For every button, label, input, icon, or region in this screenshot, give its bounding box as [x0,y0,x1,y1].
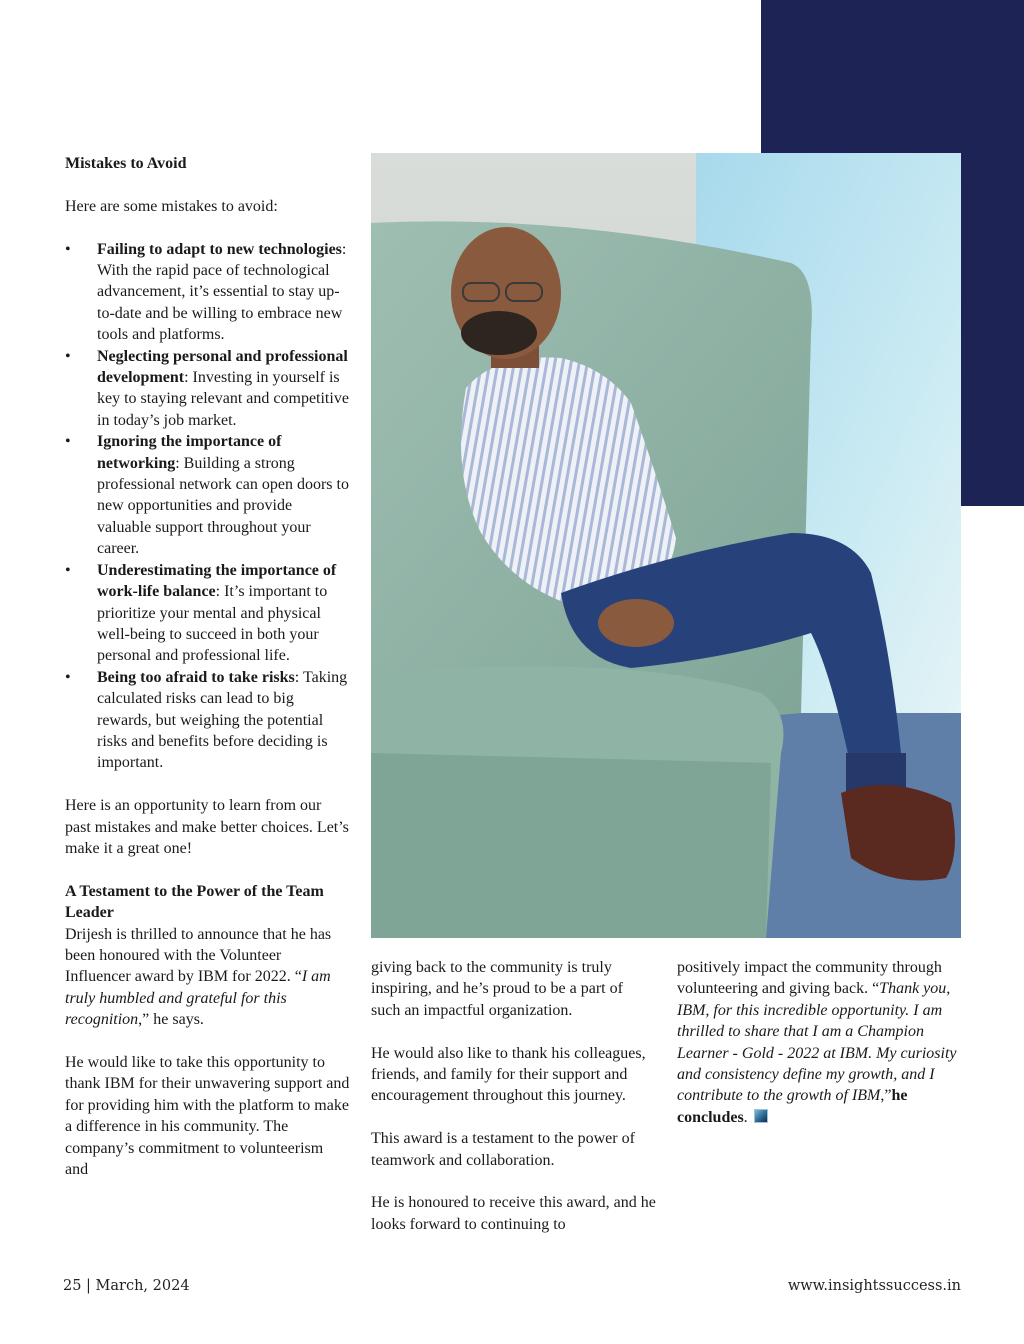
list-item [65,667,350,774]
section-heading-testament: A Testament to the Power of the Team Leader [65,882,324,922]
page-info: 25 | March, 2024 [63,1278,190,1294]
champion-quote: Thank you, IBM, for this incredible opportunity. I am thrilled to share that I am a Champion Learner - Gold - 2022 at IBM. My curiosity and consistency define my growth, and I contribute to the growth of IBM [677,980,957,1105]
item-title: Failing to adapt to new technologies [97,240,342,258]
item-text: : With the rapid pace of technological advancement, it’s essential to stay up-to-date and be willing to embrace new tools and platforms. [97,240,347,344]
mistakes-closing: Here is an opportunity to learn from our past mistakes and make better choices. Let’s make it a great one! [65,797,349,857]
end-mark-icon [754,1109,768,1123]
bullet: • [65,668,71,686]
paragraph-award [65,924,350,1031]
item-title: Being too afraid to take risks [97,668,295,686]
item-title: Ignoring the importance of networking [97,433,282,472]
award-attribution: ,” he says. [138,1011,204,1029]
item-text: : Investing in yourself is key to staying relevant and competitive in today’s job market. [97,369,349,429]
quote-close: ,” [880,1087,892,1105]
section-heading-mistakes: Mistakes to Avoid [65,155,187,172]
mistakes-list [65,239,350,774]
item-text: : Building a strong professional network can open doors to new opportunities and provide valuable support throughout your career. [97,454,349,558]
paragraph-thanks-ibm: He would like to take this opportunity to thank IBM for their unwavering support and for providing him with the platform to make a difference in his community. The company’s commitment to volunteerism and [65,1053,350,1179]
mistakes-intro: Here are some mistakes to avoid: [65,197,278,215]
bullet: • [65,433,71,451]
bullet: • [65,561,71,579]
list-item [65,346,350,432]
column-middle [371,957,656,1235]
list-item [65,239,350,346]
concludes-text: he concludes [677,1087,908,1126]
item-text: : Taking calculated risks can lead to big rewards, but weighing the potential risks and benefits before deciding is important. [97,668,348,772]
list-item [65,431,350,559]
paragraph-thanks-ibm-continued: giving back to the community is truly inspiring, and he’s proud to be a part of such an impactful organization. [371,959,623,1019]
bullet: • [65,240,71,258]
paragraph-thanks-family: He would also like to thank his colleagues, friends, and family for their support and encouragement throughout this journey. [371,1044,646,1105]
bullet: • [65,347,71,365]
column-left [65,153,350,1180]
final-period: . [743,1108,748,1126]
paragraph-teamwork: This award is a testament to the power of teamwork and collaboration. [371,1130,635,1169]
column-right [677,957,962,1128]
honoured-continued: positively impact the community through volunteering and giving back. “ [677,959,942,998]
item-text: : It’s important to prioritize your mental and physical well-being to succeed in both your personal and professional life. [97,583,328,665]
award-quote: I am truly humbled and grateful for this recognition [65,968,331,1029]
website-url: www.insightssuccess.in [787,1278,961,1294]
list-item [65,560,350,667]
award-text: Drijesh is thrilled to announce that he has been honoured with the Volunteer Influencer award by IBM for 2022. “ [65,925,332,986]
portrait-photo [371,153,961,938]
item-title: Underestimating the importance of work-life balance [97,561,337,601]
item-title: Neglecting personal and professional development [97,347,348,387]
paragraph-honoured: He is honoured to receive this award, and he looks forward to continuing to [371,1194,656,1233]
paragraph-closing-quote [677,957,962,1128]
